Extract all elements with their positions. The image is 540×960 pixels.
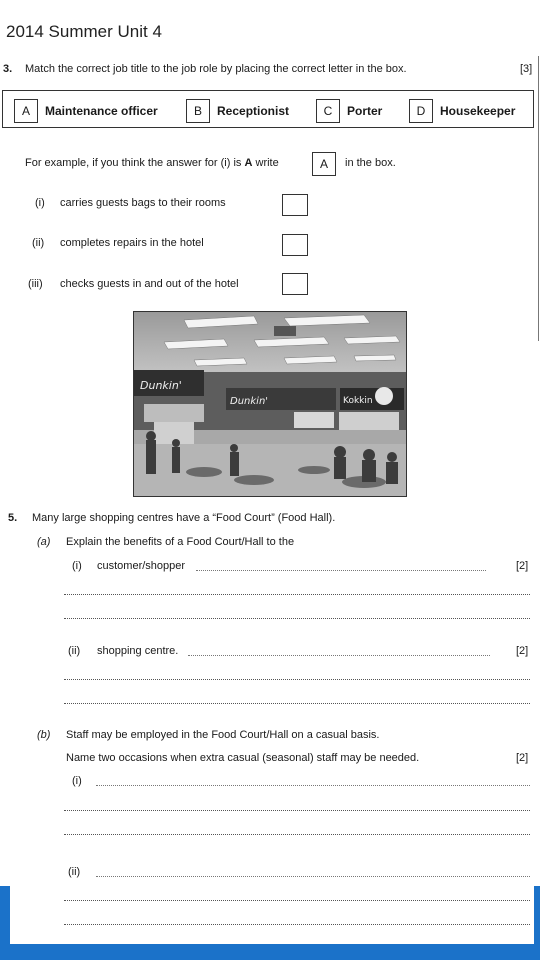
part-a-label: (a) xyxy=(37,536,51,548)
answer-line[interactable] xyxy=(64,834,530,835)
margin-line xyxy=(538,56,539,341)
store-sign-3: Kokkin xyxy=(343,396,373,406)
answer-line[interactable] xyxy=(64,594,530,595)
item-1-number: (i) xyxy=(35,197,45,209)
part-a-i-number: (i) xyxy=(72,560,82,572)
item-2-text: completes repairs in the hotel xyxy=(60,237,204,249)
option-title-d: Housekeeper xyxy=(440,104,516,118)
question-5-number: 5. xyxy=(8,512,18,524)
job-titles-box xyxy=(2,90,534,128)
answer-line[interactable] xyxy=(64,703,530,704)
option-title-a: Maintenance officer xyxy=(45,104,158,118)
question-3-instruction: Match the correct job title to the job role by placing the correct letter in the box. xyxy=(25,63,407,75)
item-2-answer-box[interactable] xyxy=(282,234,308,256)
part-a-ii-number: (ii) xyxy=(68,645,81,657)
part-a-ii-text: shopping centre. xyxy=(97,645,179,657)
food-court-photo xyxy=(133,311,407,497)
part-a-text: Explain the benefits of a Food Court/Hall to the xyxy=(66,536,295,548)
store-sign-2: Dunkin' xyxy=(230,396,269,407)
option-letter-a: A xyxy=(14,99,38,123)
part-b-i-number: (i) xyxy=(72,775,82,787)
answer-line[interactable] xyxy=(64,810,530,811)
option-title-b: Receptionist xyxy=(217,104,290,118)
part-b-text-2: Name two occasions when extra casual (seasonal) staff may be needed. xyxy=(66,752,420,764)
option-title-c: Porter xyxy=(347,104,383,118)
part-a-i-text: customer/shopper xyxy=(97,560,186,572)
part-b-ii-number: (ii) xyxy=(68,866,81,878)
answer-line[interactable] xyxy=(64,679,530,680)
item-3-answer-box[interactable] xyxy=(282,273,308,295)
answer-line[interactable] xyxy=(196,570,486,571)
question-3-number: 3. xyxy=(3,63,13,75)
item-1-answer-box[interactable] xyxy=(282,194,308,216)
question-5-intro: Many large shopping centres have a “Food Court” (Food Hall). xyxy=(32,512,336,524)
example-letter-box: A xyxy=(312,152,336,176)
option-letter-b: B xyxy=(186,99,210,123)
answer-line[interactable] xyxy=(96,785,530,786)
part-b-text: Staff may be employed in the Food Court/Hall on a casual basis. xyxy=(66,729,380,741)
item-1-text: carries guests bags to their rooms xyxy=(60,197,226,209)
page-title: 2014 Summer Unit 4 xyxy=(6,22,162,41)
part-a-ii-marks: [2] xyxy=(516,645,529,657)
answer-line[interactable] xyxy=(64,924,530,925)
bottom-page-area xyxy=(10,886,534,944)
answer-line[interactable] xyxy=(188,655,490,656)
answer-line[interactable] xyxy=(96,876,530,877)
answer-line[interactable] xyxy=(64,618,530,619)
item-3-text: checks guests in and out of the hotel xyxy=(60,278,239,290)
part-a-i-marks: [2] xyxy=(516,560,529,572)
item-2-number: (ii) xyxy=(32,237,45,249)
store-sign-1: Dunkin' xyxy=(140,379,182,392)
part-b-label: (b) xyxy=(37,729,51,741)
part-b-marks: [2] xyxy=(516,752,529,764)
example-instruction: For example, if you think the answer for (i) is A write xyxy=(25,157,279,169)
food-court-illustration xyxy=(134,312,406,496)
option-letter-c: C xyxy=(316,99,340,123)
example-suffix: in the box. xyxy=(345,157,396,169)
item-3-number: (iii) xyxy=(28,278,43,290)
answer-line[interactable] xyxy=(64,900,530,901)
question-3-marks: [3] xyxy=(520,63,533,75)
option-letter-d: D xyxy=(409,99,433,123)
